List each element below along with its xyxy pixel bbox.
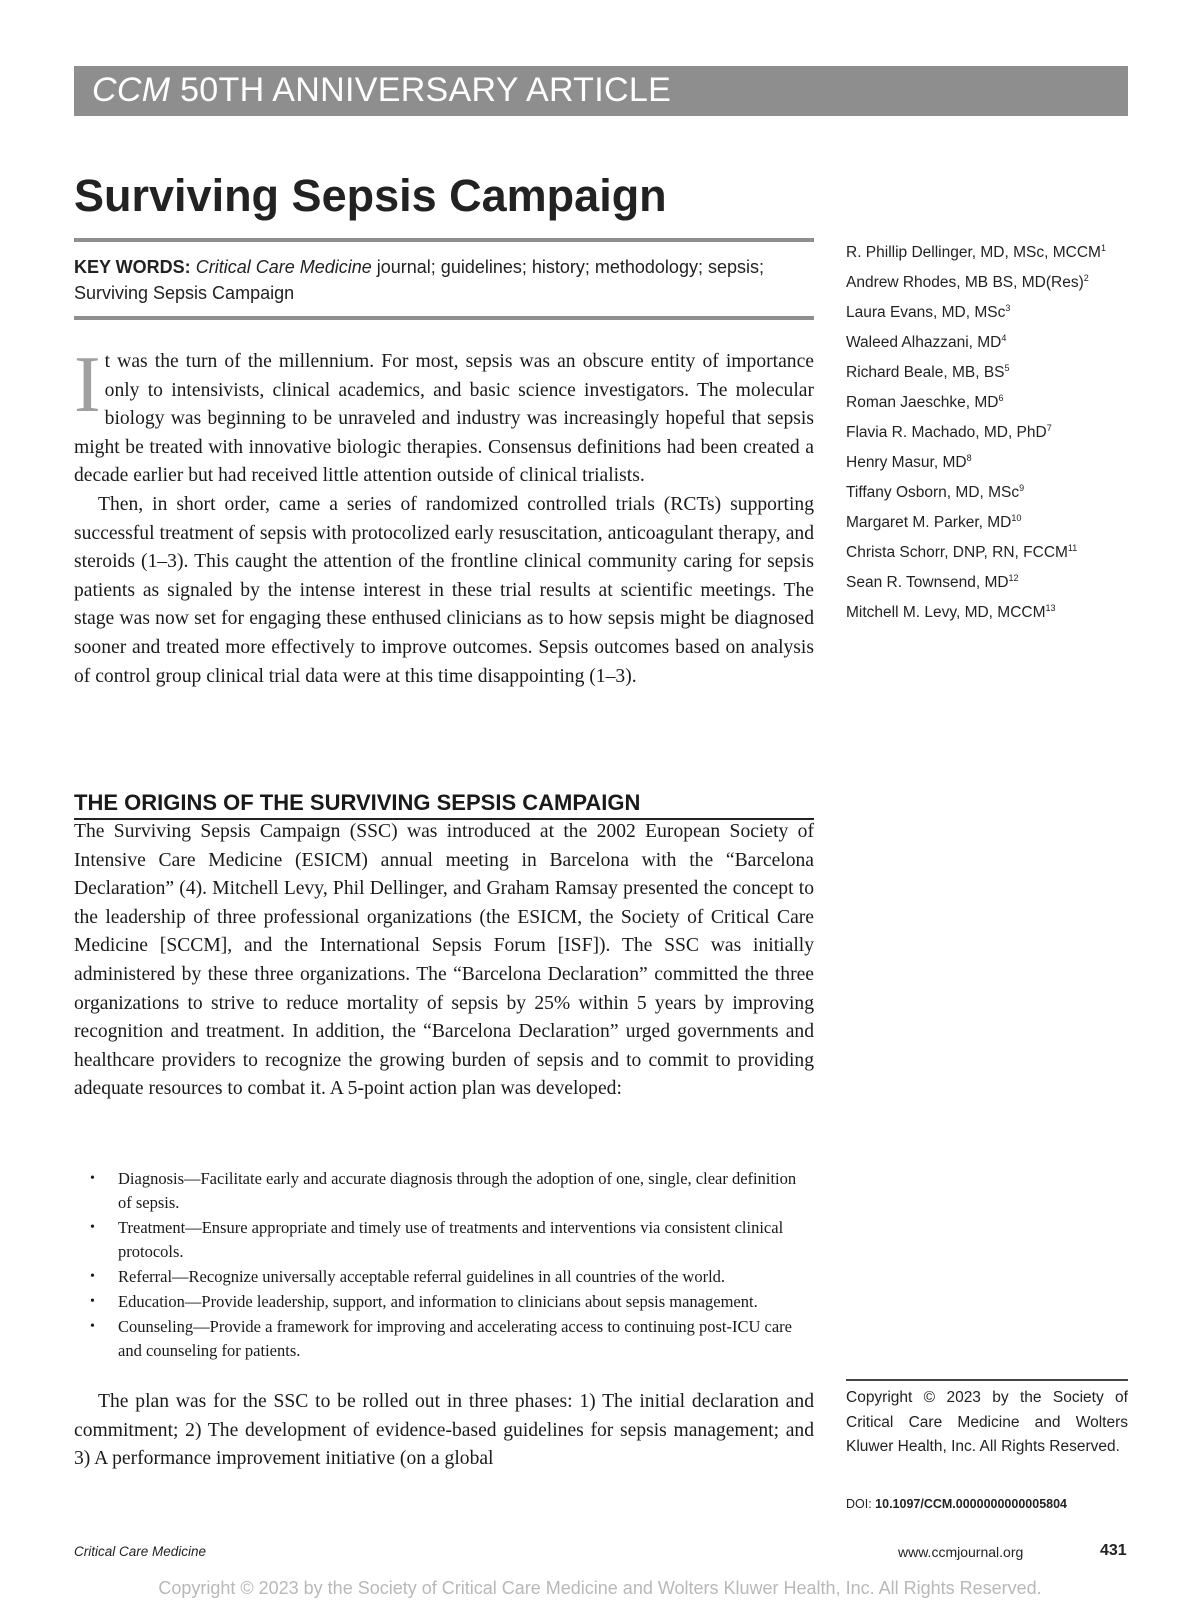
author (846, 601, 1146, 625)
author (846, 511, 1146, 535)
author (846, 271, 1146, 295)
article-type-banner (74, 66, 1128, 116)
article-type-label (92, 71, 671, 110)
doi-label: DOI: (846, 1497, 876, 1511)
author-name: Tiffany Osborn, MD, MSc (846, 484, 1020, 501)
section-paragraph-1 (74, 818, 814, 1104)
banner-journal-abbrev: CCM (92, 71, 171, 109)
section-paragraph-1-text: The Surviving Sepsis Campaign (SSC) was introduced at the 2002 European Society of Intensive Care Medicine (ESICM) annual meeting in Barcelona with the “Barcelona Declaration” (4). Mitchell Levy, Phil Dellinger, and Graham Ramsay presented the concept to the leadership of three professional organizations (the ESICM, the Society of Critical Care Medicine [SCCM], and the International Sepsis Forum [ISF]). The SSC was initially administered by these three organizations. The “Barcelona Declaration” committed the three organizations to strive to reduce mortality of sepsis by 25% within 5 years by improving recognition and treatment. In addition, the “Barcelona Declaration” urged governments and healthcare providers to recognize the growing burden of sepsis and to commit to providing adequate resources to combat it. A 5-point action plan was developed: (74, 821, 814, 1100)
author-affiliation: 3 (1005, 302, 1011, 313)
author (846, 301, 1146, 325)
author (846, 361, 1146, 385)
author-name: Roman Jaeschke, MD (846, 394, 999, 411)
author-affiliation: 10 (1011, 512, 1022, 523)
sidebar-copyright: Copyright © 2023 by the Society of Critical Care Medicine and Wolters Kluwer Health, Inc. All Rights Reserved. (846, 1389, 1128, 1455)
action-plan-list (74, 1167, 814, 1364)
author-name: Laura Evans, MD, MSc (846, 304, 1006, 321)
author (846, 391, 1146, 415)
author-name: Waleed Alhazzani, MD (846, 334, 1002, 351)
section-paragraph-2-text: The plan was for the SSC to be rolled out in three phases: 1) The initial declaration and commitment; 2) The development of evidence-based guidelines for sepsis management; and 3) A performance improvement initiative (on a global (74, 1391, 814, 1470)
list-item: • Education—Provide leadership, support, and information to clinicians about sepsis management. (74, 1290, 798, 1314)
author (846, 451, 1146, 475)
author (846, 331, 1146, 355)
keywords-top-rule (74, 238, 814, 242)
author-affiliation: 9 (1019, 482, 1025, 493)
banner-label: 50TH ANNIVERSARY ARTICLE (170, 71, 672, 109)
footer-copyright: Copyright © 2023 by the Society of Critical Care Medicine and Wolters Kluwer Health, Inc. All Rights Reserved. (158, 1578, 1042, 1598)
author-affiliation: 1 (1100, 242, 1106, 253)
keywords-list: journal; guidelines; history; methodology; sepsis; Surviving Sepsis Campaign (74, 257, 764, 303)
author-name: Flavia R. Machado, MD, PhD (846, 424, 1047, 441)
doi (846, 1497, 1067, 1511)
article-title: Surviving Sepsis Campaign (74, 170, 667, 221)
drop-cap: I (74, 341, 101, 429)
list-item: • Diagnosis—Facilitate early and accurate diagnosis through the adoption of one, single, clear definition of sepsis. (74, 1167, 798, 1215)
author (846, 421, 1146, 445)
copyright-rule (846, 1379, 1128, 1381)
author-affiliation: 5 (1004, 362, 1010, 373)
author-name: Christa Schorr, DNP, RN, FCCM (846, 544, 1068, 561)
keywords-bottom-rule (74, 316, 814, 320)
doi-value[interactable]: 10.1097/CCM.0000000000005804 (875, 1497, 1067, 1511)
author-affiliation: 7 (1046, 422, 1052, 433)
author (846, 541, 1146, 565)
author (846, 481, 1146, 505)
list-item: • Referral—Recognize universally acceptable referral guidelines in all countries of the world. (74, 1265, 798, 1289)
author (846, 241, 1146, 265)
author-name: R. Phillip Dellinger, MD, MSc, MCCM (846, 244, 1101, 261)
intro-paragraph-1 (74, 341, 814, 491)
author-name: Henry Masur, MD (846, 454, 967, 471)
keywords-label: KEY WORDS: (74, 257, 191, 277)
list-item: • Counseling—Provide a framework for improving and accelerating access to continuing post-ICU care and counseling for patients. (74, 1315, 798, 1363)
author-name: Richard Beale, MB, BS (846, 364, 1005, 381)
author-affiliation: 13 (1045, 602, 1056, 613)
section-heading: THE ORIGINS OF THE SURVIVING SEPSIS CAMPAIGN (74, 790, 814, 820)
author-list (846, 241, 1146, 631)
author-affiliation: 4 (1001, 332, 1007, 343)
footer-url[interactable]: www.ccmjournal.org (898, 1544, 1024, 1560)
author-affiliation: 6 (998, 392, 1004, 403)
intro-paragraph-1-text: t was the turn of the millennium. For most, sepsis was an obscure entity of importance only to intensivists, clinical academics, and basic science investigators. The molecular biology was beginning to be unraveled and industry was increasingly hopeful that sepsis might be treated with innovative biologic therapies. Consensus definitions had been created a decade earlier but had received little attention outside of clinical trialists. (74, 351, 814, 487)
keywords (74, 254, 814, 306)
author-affiliation: 12 (1008, 572, 1019, 583)
keywords-journal: Critical Care Medicine (195, 257, 372, 277)
author-name: Andrew Rhodes, MB BS, MD(Res) (846, 274, 1084, 291)
author-name: Sean R. Townsend, MD (846, 574, 1009, 591)
list-item: • Treatment—Ensure appropriate and timely use of treatments and interventions via consistent clinical protocols. (74, 1216, 798, 1264)
author-name: Margaret M. Parker, MD (846, 514, 1012, 531)
page-number: 431 (1100, 1542, 1127, 1559)
author-affiliation: 2 (1083, 272, 1089, 283)
author (846, 571, 1146, 595)
author-name: Mitchell M. Levy, MD, MCCM (846, 604, 1046, 621)
author-affiliation: 8 (966, 452, 972, 463)
intro-paragraph-2: Then, in short order, came a series of randomized controlled trials (RCTs) supporting successful treatment of sepsis with protocolized early resuscitation, anticoagulant therapy, and steroids (1–3). This caught the attention of the frontline clinical community caring for sepsis patients as signaled by the intense interest in these trial results at scientific meetings. The stage was now set for engaging these enthused clinicians as to how sepsis might be diagnosed sooner and treated more effectively to improve outcomes. Sepsis outcomes based on analysis of control group clinical trial data were at this time disappointing (1–3). (74, 493, 814, 687)
section-paragraph-2 (74, 1388, 814, 1474)
footer-journal: Critical Care Medicine (74, 1544, 207, 1559)
intro-text (74, 341, 814, 691)
author-affiliation: 11 (1067, 542, 1078, 553)
